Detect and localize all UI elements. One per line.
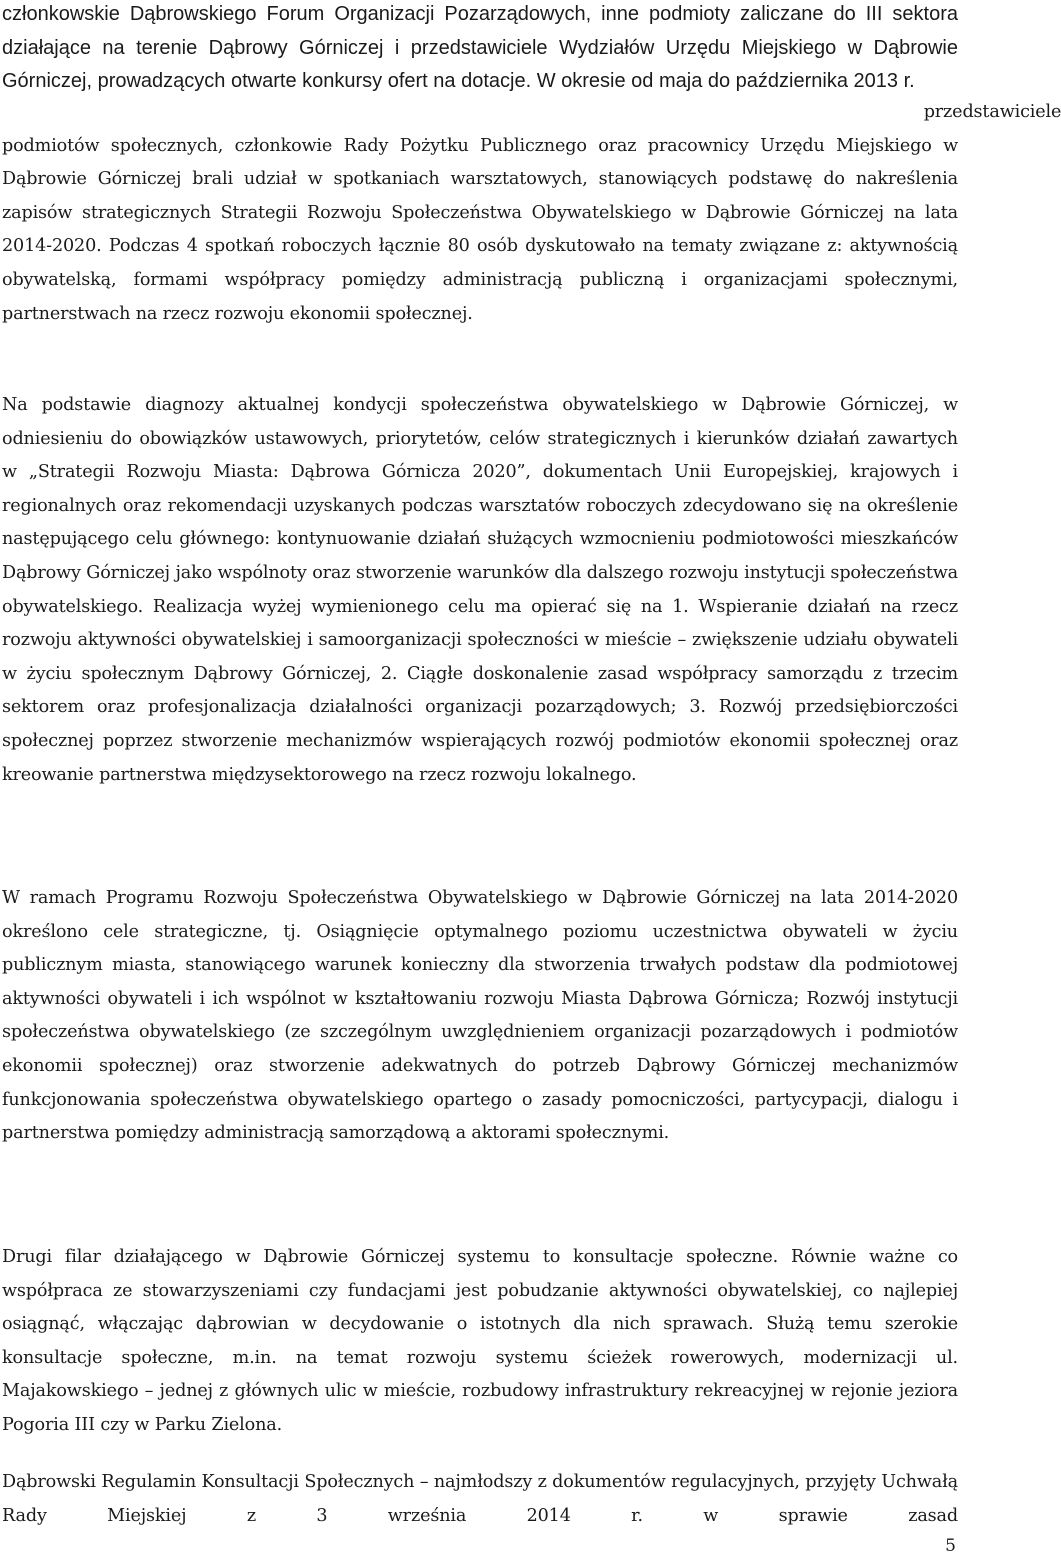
paragraph-1-continuation: przedstawiciele podmiotów społecznych, członkowie Rady Pożytku Publicznego oraz pracownicy Urzędu Miejskiego w Dąbrowie Górniczej brali udział w spotkaniach warsztatowych, stanowiących podstawę do nakreślenia zapisów strategicznych Strategii Rozwoju Społeczeństwa Obywatelskiego w Dąbrowie Górniczej na lata 2014-2020. Podczas 4 spotkań roboczych łącznie 80 osób dyskutowało na tematy związane z: aktywnością obywatelską, formami współpracy pomiędzy administracją publiczną i organizacjami społecznymi, partnerstwach na rzecz rozwoju ekonomii społecznej. [2,102,1061,324]
paragraph-2: Na podstawie diagnozy aktualnej kondycji społeczeństwa obywatelskiego w Dąbrowie Górniczej, w odniesieniu do obowiązków ustawowych, priorytetów, celów strategicznych i kierunków działań zawartych w „Strategii Rozwoju Miasta: Dąbrowa Górnicza 2020”, dokumentach Unii Europejskiej, krajowych i regionalnych oraz rekomendacji uzyskanych podczas warsztatów roboczych zdecydowano się na określenie następującego celu głównego: kontynuowanie działań służących wzmocnieniu podmiotowości mieszkańców Dąbrowy Górniczej jako wspólnoty oraz stworzenie warunków dla dalszego rozwoju instytucji społeczeństwa obywatelskiego. Realizacja wyżej wymienionego celu ma opierać się na 1. Wspieranie działań na rzecz rozwoju aktywności obywatelskiej i samoorganizacji społeczności w mieście – zwiększenie udziału obywateli w życiu społecznym Dąbrowy Górniczej, 2. Ciągłe doskonalenie zasad współpracy samorządu z trzecim sektorem oraz profesjonalizacja działalności organizacji pozarządowych; 3. Rozwój przedsiębiorczości społecznej poprzez stworzenie mechanizmów wspierających rozwój podmiotów ekonomii społecznej oraz kreowanie partnerstwa międzysektorowego na rzecz rozwoju lokalnego. [2,395,958,785]
paragraph-5: Dąbrowski Regulamin Konsultacji Społecznych – najmłodszy z dokumentów regulacyjnych, przyjęty Uchwałą Rady Miejskiej z 3 września 2014 r. w sprawie zasad [2,1472,958,1526]
paragraph-1-intro: członkowskie Dąbrowskiego Forum Organizacji Pozarządowych, inne podmioty zaliczane do III sektora działające na terenie Dąbrowy Górniczej i przedstawiciele Wydziałów Urzędu Miejskiego w Dąbrowie Górniczej, prowadzących otwarte konkursy ofert na dotacje. W okresie od maja do października 2013 r. [2,3,958,93]
page-number: 5 [945,1536,956,1556]
paragraph-4: Drugi filar działającego w Dąbrowie Górniczej systemu to konsultacje społeczne. Równie ważne co współpraca ze stowarzyszeniami czy fundacjami jest pobudzanie aktywności obywatelskiej, co najlepiej osiągnąć, włączając dąbrowian w decydowanie o istotnych dla nich sprawach. Służą temu szerokie konsultacje społeczne, m.in. na temat rozwoju systemu ścieżek rowerowych, modernizacji ul. Majakowskiego – jednej z głównych ulic w mieście, rozbudowy infrastruktury rekreacyjnej w rejonie jeziora Pogoria III czy w Parku Zielona. [2,1247,958,1435]
paragraph-3: W ramach Programu Rozwoju Społeczeństwa Obywatelskiego w Dąbrowie Górniczej na lata 2014-2020 określono cele strategiczne, tj. Osiągnięcie optymalnego poziomu uczestnictwa obywateli w życiu publicznym miasta, stanowiącego warunek konieczny dla stworzenia trwałych podstaw dla podmiotowej aktywności obywateli i ich wspólnot w kształtowaniu rozwoju Miasta Dąbrowa Górnicza; Rozwój instytucji społeczeństwa obywatelskiego (ze szczególnym uwzględnieniem organizacji pozarządowych i podmiotów ekonomii społecznej) oraz stworzenie adekwatnych do potrzeb Dąbrowy Górniczej mechanizmów funkcjonowania społeczeństwa obywatelskiego opartego o zasady pomocniczości, partycypacji, dialogu i partnerstwa pomiędzy administracją samorządową a aktorami społecznymi. [2,888,958,1144]
